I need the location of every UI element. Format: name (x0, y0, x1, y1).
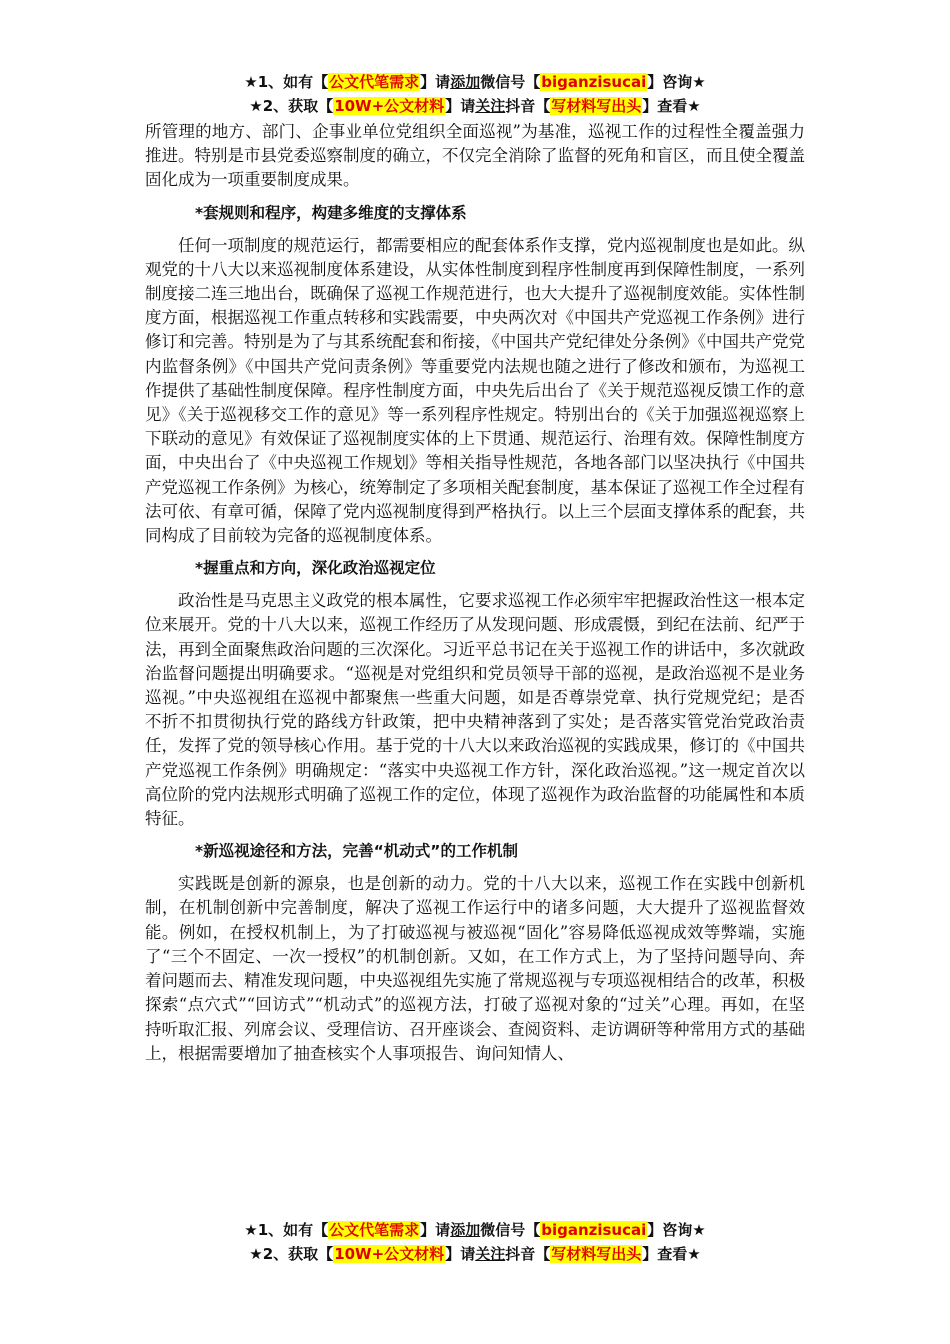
document-body (145, 120, 805, 1066)
banner-highlight: 写材料写出头 (551, 1245, 642, 1263)
banner-underline: 添加 (450, 73, 481, 91)
intro-paragraph: 所管理的地方、部门、企事业单位党组织全面巡视”为基准，巡视工作的过程性全覆盖强力推进。特别是市县党委巡察制度的确立，不仅完全消除了监督的死角和盲区，而且使全覆盖固化成为一项重要制度成果。 (145, 122, 805, 190)
section-heading: *套规则和程序，构建多维度的支撑体系 (195, 203, 467, 222)
section-heading: *新巡视途径和方法，完善“机动式”的工作机制 (195, 842, 518, 861)
banner-underline: 关注 (475, 97, 506, 115)
section-paragraph: 任何一项制度的规范运行，都需要相应的配套体系作支撑，党内巡视制度也是如此。纵观党的十八大以来巡视制度体系建设，从实体性制度到程序性制度再到保障性制度，一系列制度接二连三地出台，既确保了巡视工作规范进行，也大大提升了巡视制度效能。实体性制度方面，根据巡视工作重点转移和实践需要，中央两次对《中国共产党巡视工作条例》进行修订和完善。特别是为了与其系统配套和衔接，《中国共产党纪律处分条例》《中国共产党党内监督条例》《中国共产党问责条例》等重要党内法规也随之进行了修改和颁布，为巡视工作提供了基础性制度保障。程序性制度方面，中央先后出台了《关于规范巡视反馈工作的意见》《关于巡视移交工作的意见》等一系列程序性规定。特别出台的《关于加强巡视巡察上下联动的意见》有效保证了巡视制度实体的上下贯通、规范运行、治理有效。保障性制度方面，中央出台了《中央巡视工作规划》等相关指导性规范，各地各部门以坚决执行《中国共产党巡视工作条例》为核心，统筹制定了多项相关配套制度，基本保证了巡视工作全过程有法可依、有章可循，保障了党内巡视制度得到严格执行。以上三个层面支撑体系的配套，共同构成了目前较为完备的巡视制度体系。 (145, 235, 805, 546)
banner-line-1: ★1、如有【公文代笔需求】请添加微信号【biganzisucai】咨询★ (244, 73, 706, 91)
banner-highlight: biganzisucai (541, 1221, 647, 1239)
banner-underline: 添加 (450, 1221, 481, 1239)
section-paragraph: 实践既是创新的源泉，也是创新的动力。党的十八大以来，巡视工作在实践中创新机制，在机制创新中完善制度，解决了巡视工作运行中的诸多问题，大大提升了巡视监督效能。例如，在授权机制上，为了打破巡视与被巡视“固化”容易降低巡视成效等弊端，实施了“三个不固定、一次一授权”的机制创新。又如，在工作方式上，为了坚持问题导向、奔着问题而去、精准发现问题，中央巡视组先实施了常规巡视与专项巡视相结合的改革，积极探索“点穴式”“回访式”“机动式”的巡视方法，打破了巡视对象的“过关”心理。再如，在坚持听取汇报、列席会议、受理信访、召开座谈会、查阅资料、走访调研等种常用方式的基础上，根据需要增加了抽查核实个人事项报告、询问知情人、 (145, 874, 805, 1063)
banner-line-1: ★1、如有【公文代笔需求】请添加微信号【biganzisucai】咨询★ (244, 1221, 706, 1239)
section-paragraph: 政治性是马克思主义政党的根本属性，它要求巡视工作必须牢牢把握政治性这一根本定位来展开。党的十八大以来，巡视工作经历了从发现问题、形成震慑，到纪在法前、纪严于法，再到全面聚焦政治问题的三次深化。习近平总书记在关于巡视工作的讲话中，多次就政治监督问题提出明确要求。“巡视是对党组织和党员领导干部的巡视，是政治巡视不是业务巡视。”中央巡视组在巡视中都聚焦一些重大问题，如是否尊崇党章、执行党规党纪；是否不折不扣贯彻执行党的路线方针政策，把中央精神落到了实处；是否落实管党治党政治责任，发挥了党的领导核心作用。基于党的十八大以来政治巡视的实践成果，修订的《中国共产党巡视工作条例》明确规定：“落实中央巡视工作方针，深化政治巡视。”这一规定首次以高位阶的党内法规形式明确了巡视工作的定位，体现了巡视作为政治监督的功能属性和本质特征。 (145, 591, 805, 829)
banner-highlight: 10W+公文材料 (334, 1245, 445, 1263)
banner-underline: 关注 (475, 1245, 506, 1263)
banner-highlight: 公文代笔需求 (329, 73, 420, 91)
top-banner (0, 70, 950, 118)
banner-highlight: 写材料写出头 (551, 97, 642, 115)
bottom-banner (0, 1218, 950, 1266)
banner-line-2: ★2、获取【10W+公文材料】请关注抖音【写材料写出头】查看★ (249, 97, 701, 115)
banner-line-2: ★2、获取【10W+公文材料】请关注抖音【写材料写出头】查看★ (249, 1245, 701, 1263)
section-heading: *握重点和方向，深化政治巡视定位 (195, 559, 436, 578)
banner-highlight: biganzisucai (541, 73, 647, 91)
banner-highlight: 公文代笔需求 (329, 1221, 420, 1239)
banner-highlight: 10W+公文材料 (334, 97, 445, 115)
